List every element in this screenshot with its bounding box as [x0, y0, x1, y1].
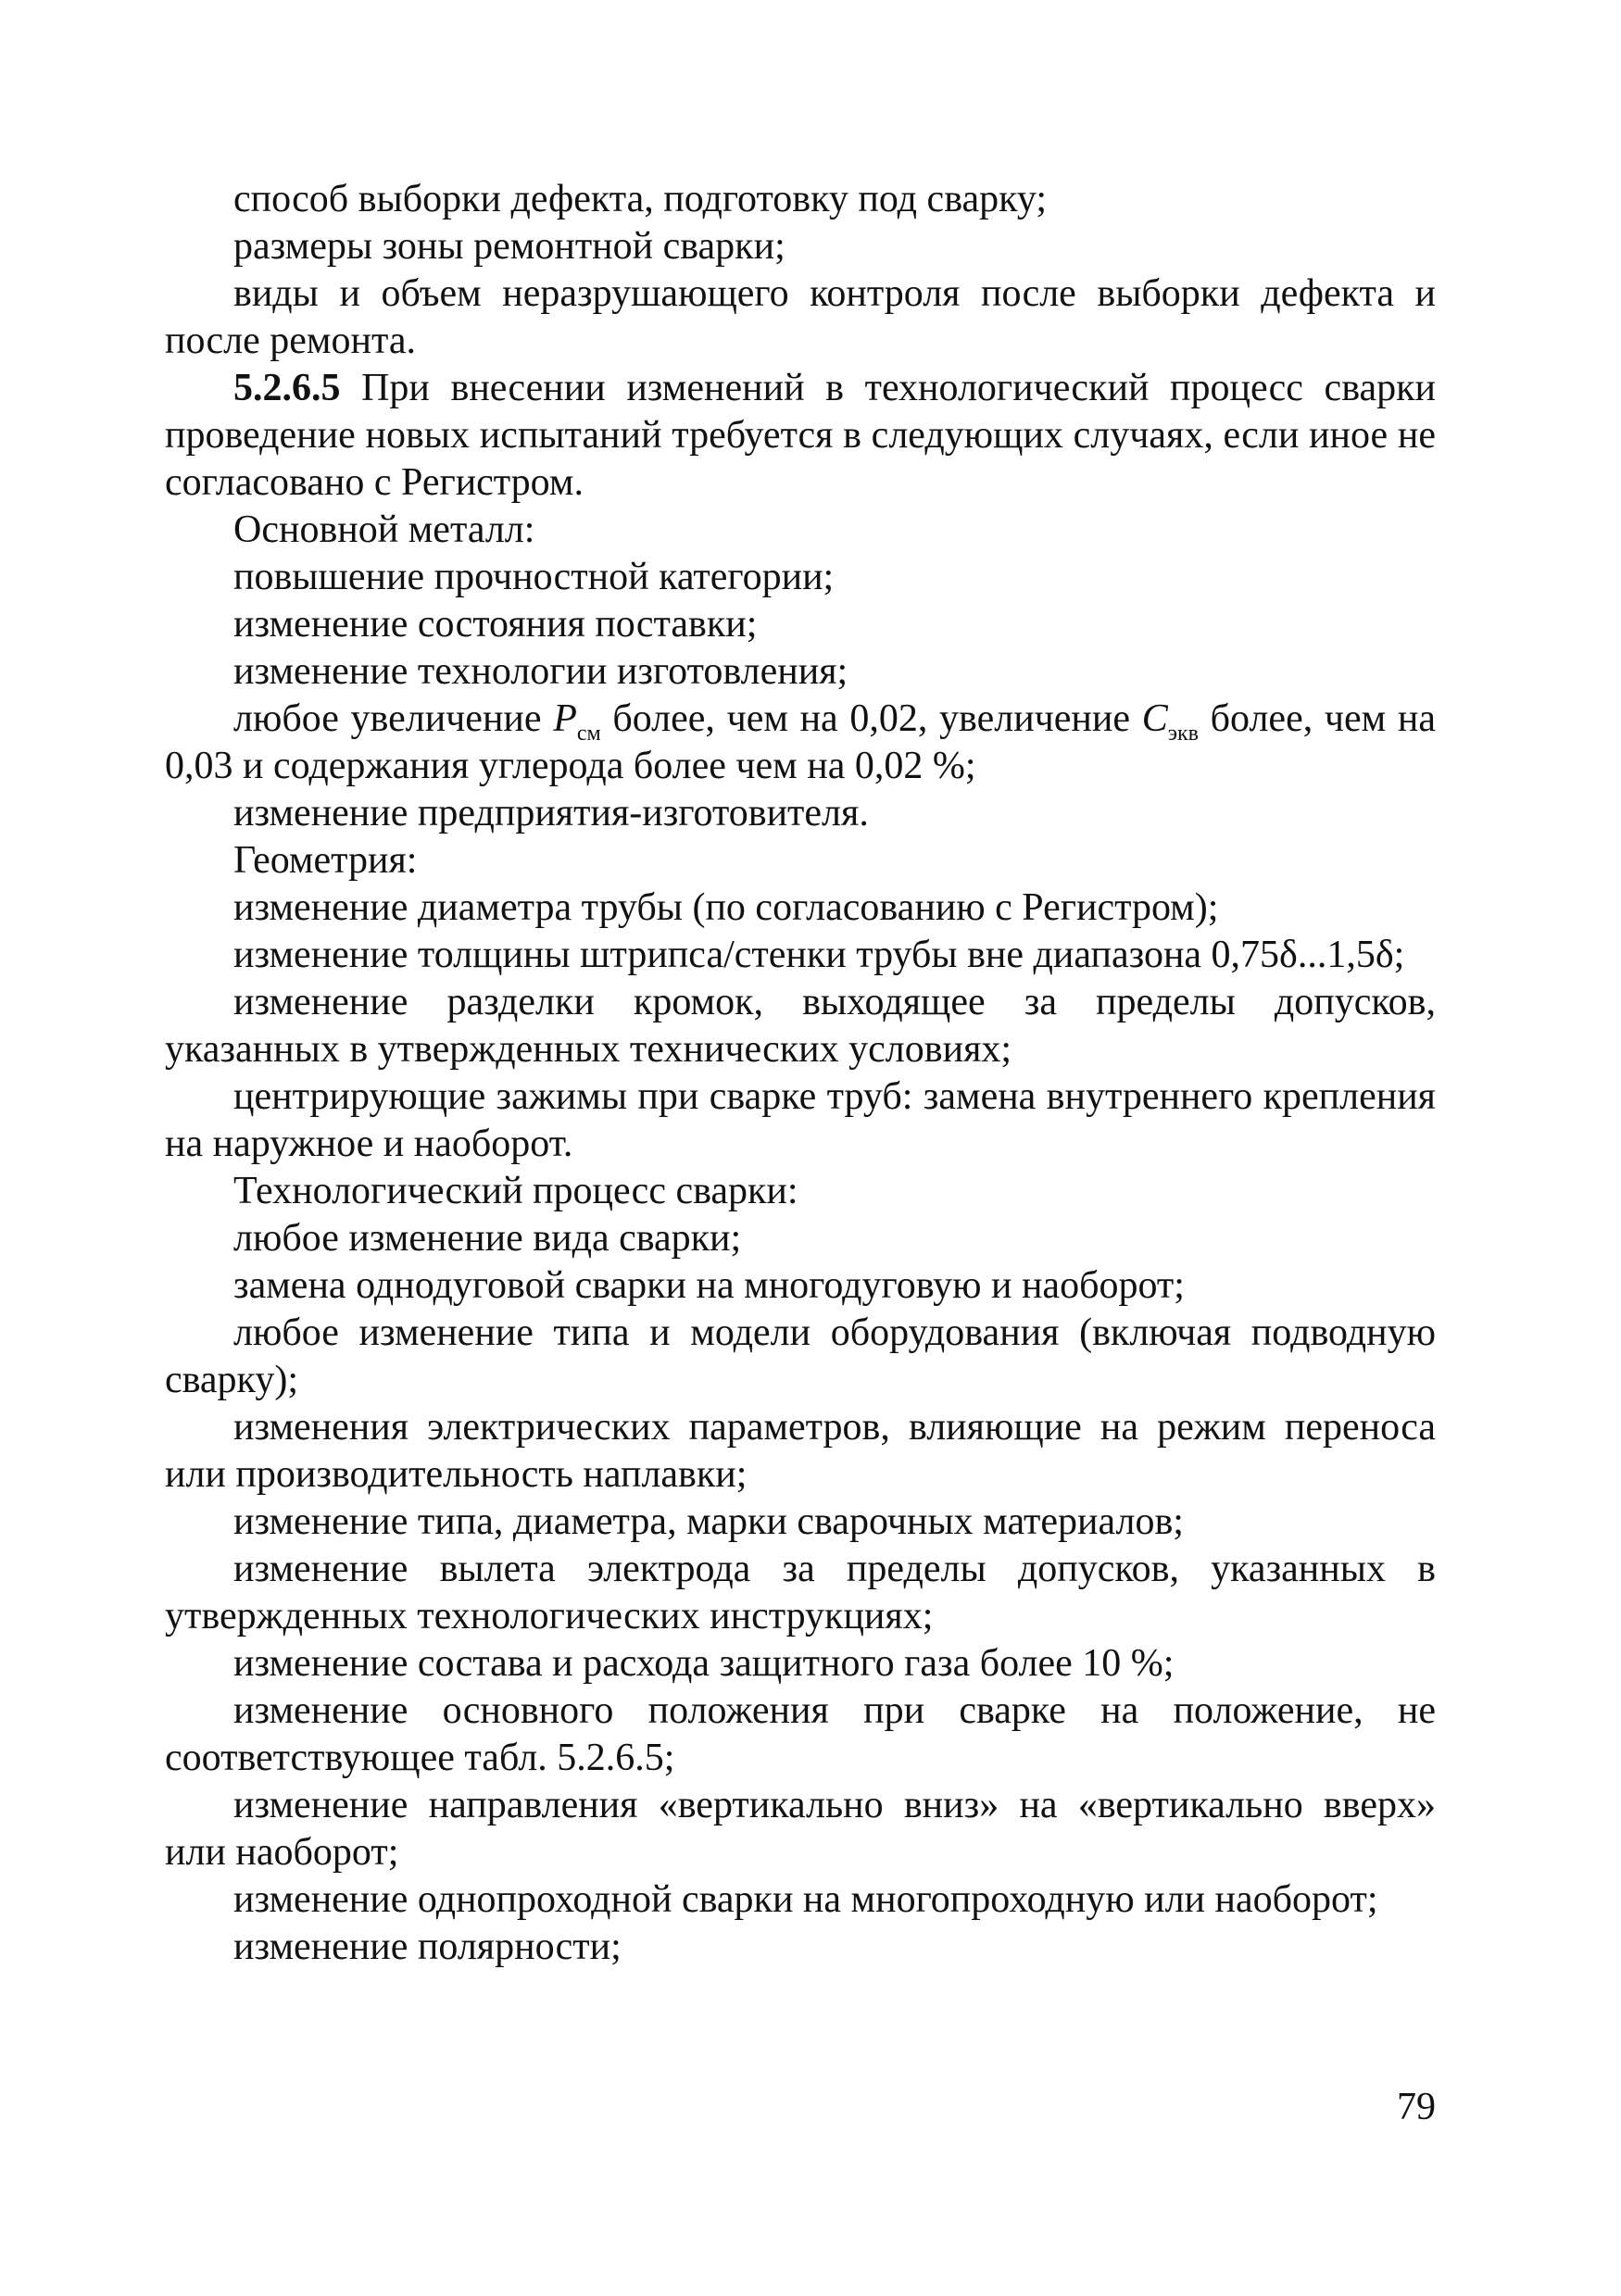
- paragraph: изменение толщины штрипса/стенки трубы вне диапазона 0,75δ...1,5δ;: [233, 934, 1405, 976]
- ceq-symbol: C: [1141, 697, 1168, 740]
- paragraph: изменение вылета электрода за пределы допусков, указанных в утвержденных технологических инструкциях;: [165, 1548, 1436, 1637]
- paragraph: Основной металл:: [233, 508, 535, 551]
- paragraph: изменения электрических параметров, влияющие на режим переноса или производительность наплавки;: [165, 1406, 1436, 1496]
- paragraph: изменение состояния поставки;: [233, 603, 758, 646]
- ceq-subscript: экв: [1167, 721, 1199, 746]
- paragraph: виды и объем неразрушающего контроля после выборки дефекта и после ремонта.: [165, 272, 1436, 362]
- paragraph: Технологический процесс сварки:: [233, 1170, 798, 1212]
- paragraph: любое изменение типа и модели оборудования (включая подводную сварку);: [165, 1311, 1436, 1401]
- body-text: [165, 176, 1436, 1971]
- paragraph: изменение направления «вертикально вниз» на «вертикально вверх» или наоборот;: [165, 1784, 1436, 1874]
- paragraph: изменение диаметра трубы (по согласованию с Регистром);: [233, 886, 1219, 929]
- section-paragraph: [165, 365, 1436, 507]
- paragraph: замена однодуговой сварки на многодуговую и наоборот;: [233, 1264, 1185, 1307]
- formula-text: любое увеличение: [233, 697, 554, 740]
- paragraph: изменение типа, диаметра, марки сварочных материалов;: [233, 1500, 1184, 1543]
- paragraph: изменение предприятия-изготовителя.: [233, 792, 869, 834]
- paragraph: способ выборки дефекта, подготовку под сварку;: [233, 178, 1048, 220]
- paragraph: изменение состава и расхода защитного газа более 10 %;: [233, 1642, 1175, 1685]
- section-number: 5.2.6.5: [233, 367, 341, 409]
- paragraph: изменение основного положения при сварке на положение, не соответствующее табл. 5.2.6.5;: [165, 1689, 1436, 1779]
- section-text: При внесении изменений в технологический процесс сварки проведение новых испытаний требуется в следующих случаях, если иное не согласовано с Регистром.: [165, 367, 1436, 504]
- page-number: 79: [1397, 2086, 1436, 2128]
- formula-text: более, чем на 0,03 и содержания углерода более чем на 0,02 %;: [165, 697, 1436, 787]
- paragraph: изменение полярности;: [233, 1926, 622, 1968]
- paragraph: Геометрия:: [233, 839, 418, 882]
- paragraph: повышение прочностной категории;: [233, 556, 835, 598]
- paragraph: изменение технологии изготовления;: [233, 650, 848, 693]
- paragraph: любое изменение вида сварки;: [233, 1217, 742, 1260]
- paragraph: центрирующие зажимы при сварке труб: замена внутреннего крепления на наружное и наоборот.: [165, 1075, 1436, 1165]
- formula-paragraph: [165, 696, 1436, 790]
- pcm-symbol: P: [553, 697, 577, 740]
- paragraph: изменение разделки кромок, выходящее за пределы допусков, указанных в утвержденных технических условиях;: [165, 981, 1436, 1071]
- paragraph: изменение однопроходной сварки на многопроходную или наоборот;: [233, 1878, 1378, 1921]
- formula-text: более, чем на 0,02, увеличение: [600, 697, 1142, 740]
- paragraph: размеры зоны ремонтной сварки;: [233, 225, 785, 268]
- pcm-subscript: см: [576, 721, 601, 746]
